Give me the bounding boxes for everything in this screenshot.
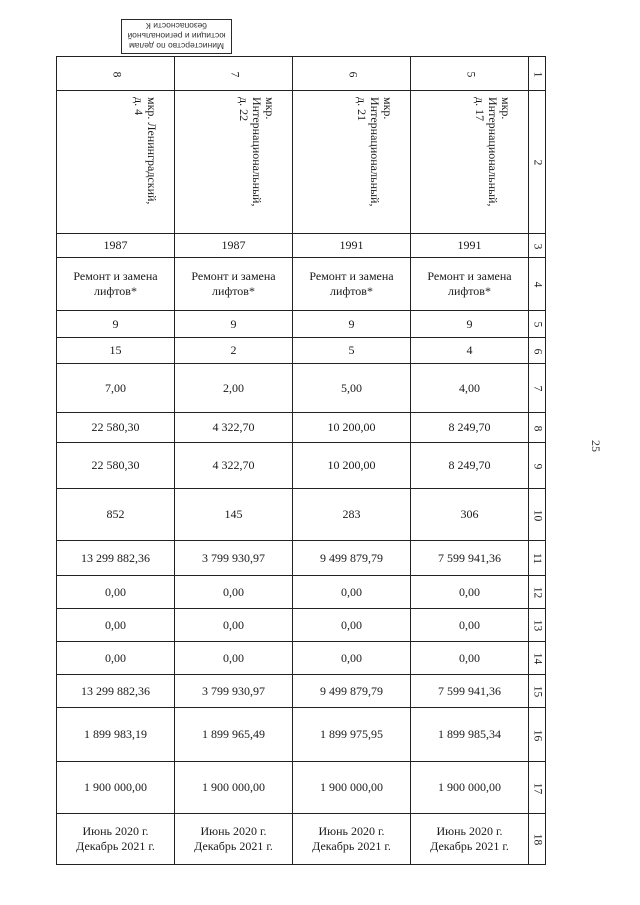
table-row xyxy=(57,311,546,338)
data-cell: 9 499 879,79 xyxy=(293,541,411,576)
period-start: Июнь 2020 г. xyxy=(318,824,385,838)
address-line: Интернациональный, xyxy=(368,97,382,207)
year-cell: 1987 xyxy=(175,234,293,258)
data-cell: 0,00 xyxy=(293,576,411,609)
col-number: 7 xyxy=(228,71,240,77)
table-row xyxy=(57,338,546,364)
period-start: Июнь 2020 г. xyxy=(82,824,149,838)
row-index-cell xyxy=(529,311,546,338)
data-cell: 8 249,70 xyxy=(411,413,529,443)
row-index: 14 xyxy=(531,652,544,665)
data-cell: 1 899 965,49 xyxy=(175,708,293,762)
table-row xyxy=(57,364,546,413)
address-line: д. 4 xyxy=(132,97,146,116)
row-index-cell xyxy=(529,814,546,865)
data-cell: 145 xyxy=(175,489,293,541)
table-row xyxy=(57,609,546,642)
table-row xyxy=(57,814,546,865)
table-row xyxy=(57,443,546,489)
data-cell: 0,00 xyxy=(57,609,175,642)
data-cell: 10 200,00 xyxy=(293,443,411,489)
data-cell: 306 xyxy=(411,489,529,541)
data-cell: 0,00 xyxy=(411,642,529,675)
data-cell: 7,00 xyxy=(57,364,175,413)
data-cell: 1 899 983,19 xyxy=(57,708,175,762)
work-line: Ремонт и замена xyxy=(73,269,158,283)
data-cell: 13 299 882,36 xyxy=(57,541,175,576)
year-cell: 1991 xyxy=(293,234,411,258)
address-cell xyxy=(57,91,175,234)
table-row xyxy=(57,675,546,708)
table-row xyxy=(57,413,546,443)
row-index-cell xyxy=(529,762,546,814)
data-cell: 5 xyxy=(293,338,411,364)
address-text xyxy=(237,97,276,206)
col-number: 6 xyxy=(346,71,358,77)
data-cell: 0,00 xyxy=(175,576,293,609)
data-cell: 2 xyxy=(175,338,293,364)
table-row xyxy=(57,489,546,541)
work-line: лифтов* xyxy=(212,284,255,298)
row-index-cell xyxy=(529,609,546,642)
work-type-cell xyxy=(411,258,529,311)
row-index: 4 xyxy=(531,281,544,288)
row-index: 10 xyxy=(531,509,544,521)
address-cell xyxy=(411,91,529,234)
data-cell: 13 299 882,36 xyxy=(57,675,175,708)
address-line: мкр. xyxy=(263,97,277,120)
work-line: лифтов* xyxy=(94,284,137,298)
work-line: Ремонт и замена xyxy=(427,269,512,283)
row-index-cell xyxy=(529,576,546,609)
period-cell xyxy=(175,814,293,865)
data-cell: 0,00 xyxy=(57,576,175,609)
data-cell: 4 xyxy=(411,338,529,364)
address-cell xyxy=(175,91,293,234)
address-line: Интернациональный, xyxy=(486,97,500,207)
row-index-cell xyxy=(529,91,546,234)
data-cell: 3 799 930,97 xyxy=(175,675,293,708)
data-cell: 1 900 000,00 xyxy=(411,762,529,814)
data-cell: 10 200,00 xyxy=(293,413,411,443)
year-cell: 1991 xyxy=(411,234,529,258)
table-row xyxy=(57,57,546,91)
data-cell: 4 322,70 xyxy=(175,413,293,443)
data-cell: 15 xyxy=(57,338,175,364)
data-cell: 0,00 xyxy=(175,642,293,675)
row-index: 6 xyxy=(531,348,544,354)
period-cell xyxy=(293,814,411,865)
row-index: 9 xyxy=(531,463,544,469)
work-line: Ремонт и замена xyxy=(191,269,276,283)
row-index-cell xyxy=(529,413,546,443)
data-cell: 0,00 xyxy=(57,642,175,675)
table-row xyxy=(57,234,546,258)
period-start: Июнь 2020 г. xyxy=(200,824,267,838)
address-cell xyxy=(293,91,411,234)
row-index: 8 xyxy=(531,425,544,431)
data-cell: 1 899 985,34 xyxy=(411,708,529,762)
work-type-cell xyxy=(175,258,293,311)
data-cell: 2,00 xyxy=(175,364,293,413)
stamp-line-3: безопасности К xyxy=(145,21,208,32)
row-index-cell xyxy=(529,675,546,708)
col-number: 5 xyxy=(464,71,476,77)
col-number-cell xyxy=(175,57,293,91)
row-index: 3 xyxy=(531,243,544,249)
data-cell: 7 599 941,36 xyxy=(411,541,529,576)
data-cell: 9 xyxy=(57,311,175,338)
data-cell: 0,00 xyxy=(411,609,529,642)
data-cell: 1 900 000,00 xyxy=(57,762,175,814)
period-start: Июнь 2020 г. xyxy=(436,824,503,838)
year-cell: 1987 xyxy=(57,234,175,258)
data-cell: 4 322,70 xyxy=(175,443,293,489)
row-index: 5 xyxy=(531,321,544,328)
table-row xyxy=(57,642,546,675)
row-index-cell xyxy=(529,258,546,311)
row-index: 11 xyxy=(531,552,544,565)
data-cell: 852 xyxy=(57,489,175,541)
stamp-line-2: юстиции и региональной xyxy=(127,31,226,42)
row-index-cell xyxy=(529,642,546,675)
work-line: Ремонт и замена xyxy=(309,269,394,283)
row-index: 18 xyxy=(531,833,544,846)
data-cell: 9 xyxy=(411,311,529,338)
address-text xyxy=(132,97,158,204)
data-cell: 9 xyxy=(293,311,411,338)
data-cell: 9 499 879,79 xyxy=(293,675,411,708)
row-index: 2 xyxy=(531,159,544,166)
row-index: 15 xyxy=(531,685,544,698)
period-cell xyxy=(57,814,175,865)
data-cell: 9 xyxy=(175,311,293,338)
data-cell: 7 599 941,36 xyxy=(411,675,529,708)
data-cell: 1 900 000,00 xyxy=(175,762,293,814)
period-end: Декабрь 2021 г. xyxy=(430,839,509,853)
page-number: 25 xyxy=(589,440,604,452)
table-row xyxy=(57,708,546,762)
data-cell: 22 580,30 xyxy=(57,443,175,489)
work-type-cell xyxy=(293,258,411,311)
data-cell: 0,00 xyxy=(411,576,529,609)
row-index: 13 xyxy=(531,619,544,632)
address-text xyxy=(355,97,394,206)
row-index-cell xyxy=(529,489,546,541)
period-end: Декабрь 2021 г. xyxy=(76,839,155,853)
period-end: Декабрь 2021 г. xyxy=(194,839,273,853)
address-line: д. 21 xyxy=(355,97,369,122)
row-index: 17 xyxy=(531,782,544,794)
row-index-cell xyxy=(529,57,546,91)
data-cell: 1 900 000,00 xyxy=(293,762,411,814)
data-cell: 8 249,70 xyxy=(411,443,529,489)
work-type-cell xyxy=(57,258,175,311)
row-index: 1 xyxy=(531,71,544,77)
lift-repair-table xyxy=(56,56,546,865)
data-cell: 3 799 930,97 xyxy=(175,541,293,576)
table-row xyxy=(57,576,546,609)
period-end: Декабрь 2021 г. xyxy=(312,839,391,853)
data-cell: 283 xyxy=(293,489,411,541)
ministry-stamp xyxy=(121,19,232,54)
table-row xyxy=(57,258,546,311)
address-line: д. 22 xyxy=(237,97,251,122)
row-index-cell xyxy=(529,234,546,258)
data-cell: 0,00 xyxy=(293,642,411,675)
row-index-cell xyxy=(529,338,546,364)
col-number-cell xyxy=(293,57,411,91)
data-cell: 4,00 xyxy=(411,364,529,413)
data-cell: 0,00 xyxy=(175,609,293,642)
table-row xyxy=(57,91,546,234)
address-line: Интернациональный, xyxy=(250,97,264,207)
table-row xyxy=(57,541,546,576)
data-cell: 0,00 xyxy=(293,609,411,642)
period-cell xyxy=(411,814,529,865)
row-index: 16 xyxy=(531,729,544,741)
row-index: 12 xyxy=(531,586,544,599)
address-line: д. 17 xyxy=(473,97,487,122)
row-index-cell xyxy=(529,541,546,576)
work-line: лифтов* xyxy=(448,284,491,298)
address-line: мкр. xyxy=(381,97,395,120)
data-cell: 22 580,30 xyxy=(57,413,175,443)
col-number-cell xyxy=(57,57,175,91)
table-row xyxy=(57,762,546,814)
col-number-cell xyxy=(411,57,529,91)
row-index: 7 xyxy=(531,385,544,392)
work-line: лифтов* xyxy=(330,284,373,298)
stamp-line-1: Министерство по делам xyxy=(128,41,225,52)
row-index-cell xyxy=(529,708,546,762)
row-index-cell xyxy=(529,364,546,413)
address-line: мкр. Ленинградский, xyxy=(145,97,159,205)
data-cell: 1 899 975,95 xyxy=(293,708,411,762)
col-number: 8 xyxy=(110,71,122,77)
data-cell: 5,00 xyxy=(293,364,411,413)
address-line: мкр. xyxy=(499,97,513,120)
row-index-cell xyxy=(529,443,546,489)
address-text xyxy=(473,97,512,206)
